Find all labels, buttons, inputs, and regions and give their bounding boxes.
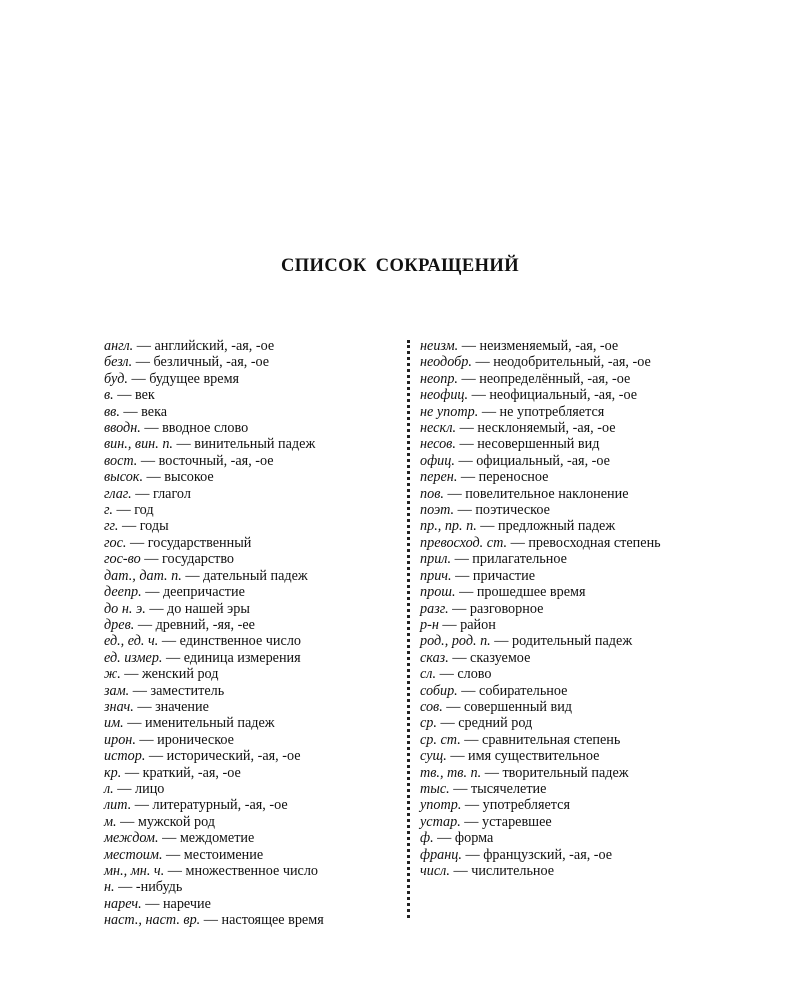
dash-separator: — bbox=[436, 666, 458, 683]
abbreviation-meaning: наречие bbox=[162, 895, 211, 912]
dash-separator: — bbox=[172, 436, 195, 453]
abbreviation-entry bbox=[104, 666, 400, 682]
abbreviation-entry bbox=[104, 354, 400, 370]
dash-separator: — bbox=[126, 534, 148, 551]
abbreviation-entry bbox=[420, 748, 712, 764]
abbreviation-entry bbox=[104, 879, 400, 895]
abbreviations-left-column bbox=[104, 338, 400, 929]
abbreviation-meaning: французский, -ая, -ое bbox=[483, 846, 613, 863]
abbreviation-entry bbox=[104, 502, 400, 518]
abbreviation-term: неофиц. bbox=[420, 387, 469, 404]
dash-separator: — bbox=[451, 567, 473, 584]
abbreviation-term: нескл. bbox=[420, 420, 457, 437]
dash-separator: — bbox=[433, 830, 455, 847]
dash-separator: — bbox=[127, 370, 150, 387]
abbreviation-meaning: винительный падеж bbox=[194, 436, 316, 453]
abbreviation-entry bbox=[104, 797, 400, 813]
page-title: СПИСОК СОКРАЩЕНИЙ bbox=[280, 256, 519, 276]
dash-separator: — bbox=[448, 649, 471, 666]
abbreviation-term: ирон. bbox=[104, 731, 136, 748]
abbreviation-meaning: неодобрительный, -ая, -ое bbox=[493, 354, 651, 371]
abbreviation-meaning: неизменяемый, -ая, -ое bbox=[479, 338, 619, 354]
abbreviation-entry bbox=[420, 568, 712, 584]
abbreviation-entry bbox=[420, 617, 712, 633]
abbreviation-meaning: причастие bbox=[472, 567, 535, 584]
dash-separator: — bbox=[116, 813, 138, 830]
abbreviation-meaning: именительный падеж bbox=[144, 715, 275, 732]
abbreviation-entry bbox=[104, 732, 400, 748]
abbreviation-entry bbox=[420, 354, 712, 370]
abbreviation-meaning: ироническое bbox=[157, 731, 234, 748]
abbreviation-term: прич. bbox=[420, 567, 452, 584]
abbreviation-term: ср. bbox=[420, 715, 437, 732]
abbreviation-term: сл. bbox=[420, 666, 437, 683]
abbreviation-term: н. bbox=[104, 879, 115, 896]
dash-separator: — bbox=[131, 485, 153, 502]
abbreviation-entry bbox=[104, 896, 400, 912]
abbreviation-meaning: век bbox=[135, 387, 155, 404]
abbreviation-meaning: несклоняемый, -ая, -ое bbox=[477, 420, 616, 437]
abbreviation-meaning: собирательное bbox=[479, 682, 568, 699]
abbreviation-meaning: лицо bbox=[135, 780, 165, 797]
abbreviation-term: поэт. bbox=[420, 502, 455, 519]
dash-separator: — bbox=[446, 748, 469, 765]
abbreviation-entry bbox=[104, 683, 400, 699]
dash-separator: — bbox=[460, 731, 483, 748]
abbreviation-entry bbox=[104, 912, 400, 928]
abbreviation-entry bbox=[420, 715, 712, 731]
abbreviation-entry bbox=[420, 502, 712, 518]
abbreviation-term: нареч. bbox=[104, 895, 142, 912]
abbreviation-term: м. bbox=[104, 813, 117, 830]
abbreviation-meaning: английский, -ая, -ое bbox=[154, 338, 275, 354]
dash-separator: — bbox=[461, 797, 483, 814]
abbreviation-term: междом. bbox=[104, 830, 159, 847]
abbreviation-term: гос. bbox=[104, 534, 127, 551]
abbreviation-term: пов. bbox=[420, 485, 444, 502]
abbreviation-entry bbox=[420, 633, 712, 649]
dash-separator: — bbox=[113, 780, 136, 797]
abbreviation-entry bbox=[420, 551, 712, 567]
abbreviation-term: до н. э. bbox=[104, 600, 146, 617]
abbreviation-meaning: до нашей эры bbox=[167, 600, 250, 617]
dash-separator: — bbox=[438, 616, 461, 633]
abbreviation-entry bbox=[104, 863, 400, 879]
abbreviation-meaning: значение bbox=[155, 698, 209, 715]
abbreviation-meaning: государство bbox=[162, 551, 235, 568]
abbreviation-term: вводн. bbox=[104, 420, 141, 437]
abbreviation-meaning: превосходная степень bbox=[528, 534, 661, 551]
abbreviation-term: устар. bbox=[420, 813, 461, 830]
abbreviation-entry bbox=[420, 683, 712, 699]
abbreviation-meaning: дательный падеж bbox=[203, 567, 308, 584]
abbreviation-entry bbox=[104, 633, 400, 649]
dash-separator: — bbox=[133, 338, 155, 354]
abbreviation-term: превосход. ст. bbox=[420, 534, 508, 551]
dash-separator: — bbox=[164, 863, 186, 879]
abbreviation-entry bbox=[104, 715, 400, 731]
abbreviation-entry bbox=[420, 666, 712, 682]
abbreviation-meaning: литературный, -ая, -ое bbox=[152, 797, 288, 814]
abbreviation-term: буд. bbox=[104, 370, 128, 387]
dash-separator: — bbox=[448, 600, 470, 617]
dash-separator: — bbox=[137, 452, 159, 469]
abbreviation-meaning: единица измерения bbox=[183, 649, 301, 666]
dash-separator: — bbox=[143, 469, 165, 486]
abbreviation-meaning: исторический, -ая, -ое bbox=[166, 748, 301, 765]
dash-separator: — bbox=[114, 879, 136, 896]
abbreviation-meaning: официальный, -ая, -ое bbox=[476, 452, 610, 469]
abbreviation-entry bbox=[104, 404, 400, 420]
dash-separator: — bbox=[455, 436, 478, 453]
abbreviation-meaning: сравнительная степень bbox=[482, 731, 621, 748]
dash-separator: — bbox=[134, 616, 156, 633]
abbreviation-entry bbox=[104, 486, 400, 502]
abbreviation-meaning: имя существительное bbox=[468, 748, 600, 765]
abbreviation-entry bbox=[104, 518, 400, 534]
abbreviation-meaning: предложный падеж bbox=[498, 518, 616, 535]
abbreviation-term: высок. bbox=[104, 469, 143, 486]
dash-separator: — bbox=[119, 403, 142, 420]
dash-separator: — bbox=[140, 551, 162, 568]
abbreviation-meaning: повелительное наклонение bbox=[465, 485, 629, 502]
abbreviation-meaning: форма bbox=[454, 830, 494, 847]
dash-separator: — bbox=[123, 715, 145, 732]
abbreviation-entry bbox=[420, 863, 712, 879]
abbreviation-meaning: века bbox=[141, 403, 168, 420]
abbreviation-entry bbox=[420, 650, 712, 666]
abbreviation-entry bbox=[104, 830, 400, 846]
abbreviation-term: вин., вин. п. bbox=[104, 436, 173, 453]
dash-separator: — bbox=[471, 354, 494, 371]
abbreviation-term: сказ. bbox=[420, 649, 449, 666]
dash-separator: — bbox=[461, 846, 484, 863]
dash-separator: — bbox=[442, 698, 465, 715]
abbreviation-meaning: переносное bbox=[478, 469, 549, 486]
abbreviation-entry bbox=[420, 436, 712, 452]
abbreviation-term: им. bbox=[104, 715, 124, 732]
dash-separator: — bbox=[490, 633, 513, 650]
abbreviation-term: зам. bbox=[104, 682, 130, 699]
abbreviation-entry bbox=[420, 453, 712, 469]
abbreviation-meaning: неофициальный, -ая, -ое bbox=[489, 387, 638, 404]
dash-separator: — bbox=[162, 846, 184, 863]
dash-separator: — bbox=[457, 682, 480, 699]
abbreviation-entry bbox=[104, 338, 400, 354]
abbreviation-entry bbox=[104, 748, 400, 764]
abbreviation-entry bbox=[104, 699, 400, 715]
abbreviation-entry bbox=[104, 814, 400, 830]
abbreviation-meaning: женский род bbox=[142, 666, 219, 683]
dash-separator: — bbox=[478, 403, 500, 420]
abbreviation-term: безл. bbox=[104, 354, 133, 371]
dash-separator: — bbox=[121, 764, 143, 781]
abbreviation-entry bbox=[420, 847, 712, 863]
abbreviation-entry bbox=[420, 584, 712, 600]
abbreviation-meaning: государственный bbox=[147, 534, 252, 551]
abbreviation-term: кр. bbox=[104, 764, 122, 781]
dash-separator: — bbox=[158, 633, 180, 650]
abbreviation-meaning: вводное слово bbox=[162, 420, 249, 437]
abbreviation-term: ед., ед. ч. bbox=[104, 633, 159, 650]
abbreviation-term: разг. bbox=[420, 600, 449, 617]
abbreviation-meaning: деепричастие bbox=[162, 584, 245, 601]
abbreviation-term: г. bbox=[104, 502, 113, 519]
abbreviation-term: сов. bbox=[420, 698, 443, 715]
abbreviation-meaning: древний, -яя, -ее bbox=[155, 616, 255, 633]
abbreviation-entry bbox=[104, 847, 400, 863]
dash-separator: — bbox=[468, 387, 490, 404]
abbreviation-entry bbox=[420, 420, 712, 436]
abbreviation-term: ср. ст. bbox=[420, 731, 461, 748]
abbreviation-meaning: заместитель bbox=[150, 682, 225, 699]
dash-separator: — bbox=[460, 813, 483, 830]
abbreviation-term: сущ. bbox=[420, 748, 447, 765]
abbreviation-entry bbox=[420, 371, 712, 387]
dash-separator: — bbox=[181, 567, 204, 584]
abbreviation-meaning: -нибудь bbox=[135, 879, 183, 896]
dash-separator: — bbox=[112, 502, 135, 519]
abbreviations-right-column bbox=[420, 338, 712, 879]
abbreviation-term: англ. bbox=[104, 338, 134, 354]
abbreviation-meaning: мужской род bbox=[137, 813, 216, 830]
abbreviation-entry bbox=[104, 453, 400, 469]
abbreviation-meaning: числительное bbox=[471, 863, 555, 879]
abbreviation-meaning: сказуемое bbox=[470, 649, 531, 666]
dash-separator: — bbox=[200, 912, 222, 929]
abbreviation-term: тыс. bbox=[420, 780, 450, 797]
abbreviation-entry bbox=[104, 568, 400, 584]
abbreviation-meaning: прошедшее время bbox=[476, 584, 586, 601]
abbreviation-entry bbox=[104, 469, 400, 485]
dash-separator: — bbox=[451, 551, 473, 568]
abbreviation-entry bbox=[104, 617, 400, 633]
abbreviation-term: неизм. bbox=[420, 338, 459, 354]
abbreviation-term: ж. bbox=[104, 666, 121, 683]
abbreviation-entry bbox=[104, 371, 400, 387]
abbreviation-entry bbox=[420, 518, 712, 534]
dash-separator: — bbox=[449, 863, 472, 879]
abbreviation-meaning: разговорное bbox=[469, 600, 544, 617]
dash-separator: — bbox=[133, 698, 156, 715]
abbreviation-term: деепр. bbox=[104, 584, 142, 601]
abbreviation-entry bbox=[420, 486, 712, 502]
abbreviation-meaning: краткий, -ая, -ое bbox=[142, 764, 241, 781]
abbreviation-term: род., род. п. bbox=[420, 633, 491, 650]
abbreviation-meaning: не употребляется bbox=[499, 403, 605, 420]
abbreviation-entry bbox=[420, 830, 712, 846]
dash-separator: — bbox=[118, 518, 140, 535]
dash-separator: — bbox=[507, 534, 529, 551]
abbreviation-entry bbox=[420, 732, 712, 748]
abbreviation-entry bbox=[420, 797, 712, 813]
abbreviation-term: истор. bbox=[104, 748, 146, 765]
abbreviation-entry bbox=[420, 781, 712, 797]
abbreviation-term: несов. bbox=[420, 436, 456, 453]
abbreviation-term: лит. bbox=[104, 797, 132, 814]
abbreviation-meaning: творительный падеж bbox=[502, 764, 629, 781]
abbreviation-term: древ. bbox=[104, 616, 135, 633]
abbreviation-meaning: поэтическое bbox=[475, 502, 550, 519]
dash-separator: — bbox=[145, 600, 168, 617]
abbreviation-term: ф. bbox=[420, 830, 434, 847]
abbreviation-term: вв. bbox=[104, 403, 120, 420]
dash-separator: — bbox=[443, 485, 466, 502]
abbreviation-meaning: междометие bbox=[179, 830, 255, 847]
abbreviation-meaning: несовершенный вид bbox=[477, 436, 600, 453]
abbreviation-term: р-н bbox=[420, 616, 439, 633]
dash-separator: — bbox=[132, 354, 154, 371]
abbreviation-term: собир. bbox=[420, 682, 458, 699]
abbreviation-meaning: безличный, -ая, -ое bbox=[153, 354, 270, 371]
abbreviation-meaning: средний род bbox=[458, 715, 533, 732]
abbreviation-meaning: тысячелетие bbox=[470, 780, 547, 797]
abbreviation-meaning: район bbox=[460, 616, 496, 633]
dash-separator: — bbox=[454, 452, 477, 469]
abbreviation-meaning: употребляется bbox=[482, 797, 570, 814]
abbreviation-entry bbox=[104, 436, 400, 452]
dash-separator: — bbox=[455, 584, 477, 601]
dash-separator: — bbox=[113, 387, 135, 404]
dash-separator: — bbox=[141, 584, 163, 601]
abbreviation-entry bbox=[104, 584, 400, 600]
abbreviation-meaning: настоящее время bbox=[221, 912, 324, 929]
dash-separator: — bbox=[456, 420, 478, 437]
dash-separator: — bbox=[135, 731, 158, 748]
abbreviation-meaning: родительный падеж bbox=[512, 633, 633, 650]
abbreviation-term: прош. bbox=[420, 584, 456, 601]
abbreviation-term: глаг. bbox=[104, 485, 132, 502]
dash-separator: — bbox=[458, 338, 480, 354]
abbreviation-term: неодобр. bbox=[420, 354, 472, 371]
abbreviation-term: гг. bbox=[104, 518, 119, 535]
abbreviation-entry bbox=[104, 551, 400, 567]
abbreviation-term: тв., тв. п. bbox=[420, 764, 482, 781]
abbreviation-term: л. bbox=[104, 780, 114, 797]
abbreviation-entry bbox=[420, 338, 712, 354]
dash-separator: — bbox=[140, 420, 163, 437]
dash-separator: — bbox=[436, 715, 459, 732]
abbreviation-term: местоим. bbox=[104, 846, 163, 863]
abbreviation-meaning: высокое bbox=[164, 469, 214, 486]
abbreviation-term: прил. bbox=[420, 551, 452, 568]
dash-separator: — bbox=[457, 370, 480, 387]
dotted-column-divider bbox=[407, 340, 410, 918]
abbreviation-entry bbox=[104, 781, 400, 797]
dash-separator: — bbox=[145, 748, 167, 765]
dash-separator: — bbox=[129, 682, 151, 699]
abbreviation-entry bbox=[104, 387, 400, 403]
abbreviation-entry bbox=[104, 765, 400, 781]
abbreviation-meaning: будущее время bbox=[149, 370, 240, 387]
abbreviation-term: пр., пр. п. bbox=[420, 518, 477, 535]
abbreviation-entry bbox=[104, 420, 400, 436]
dash-separator: — bbox=[131, 797, 153, 814]
dash-separator: — bbox=[162, 649, 184, 666]
dash-separator: — bbox=[481, 764, 503, 781]
abbreviation-meaning: прилагательное bbox=[472, 551, 567, 568]
abbreviation-term: ед. измер. bbox=[104, 649, 163, 666]
abbreviation-meaning: год bbox=[134, 502, 154, 519]
abbreviation-entry bbox=[420, 387, 712, 403]
dash-separator: — bbox=[454, 502, 476, 519]
abbreviation-term: наст., наст. вр. bbox=[104, 912, 201, 929]
abbreviation-meaning: местоимение bbox=[183, 846, 264, 863]
abbreviation-term: употр. bbox=[420, 797, 462, 814]
abbreviation-entry bbox=[104, 601, 400, 617]
abbreviation-term: перен. bbox=[420, 469, 458, 486]
abbreviation-entry bbox=[104, 535, 400, 551]
abbreviation-entry bbox=[420, 814, 712, 830]
abbreviation-entry bbox=[104, 650, 400, 666]
abbreviation-meaning: неопределённый, -ая, -ое bbox=[479, 370, 631, 387]
dash-separator: — bbox=[141, 895, 163, 912]
abbreviation-entry bbox=[420, 765, 712, 781]
dash-separator: — bbox=[449, 780, 471, 797]
abbreviation-term: мн., мн. ч. bbox=[104, 863, 165, 879]
abbreviation-entry bbox=[420, 699, 712, 715]
abbreviation-meaning: совершенный вид bbox=[464, 698, 573, 715]
abbreviation-meaning: восточный, -ая, -ое bbox=[158, 452, 274, 469]
abbreviation-meaning: единственное число bbox=[179, 633, 301, 650]
dash-separator: — bbox=[457, 469, 479, 486]
abbreviation-entry bbox=[420, 404, 712, 420]
abbreviation-meaning: устаревшее bbox=[482, 813, 552, 830]
abbreviation-term: офиц. bbox=[420, 452, 455, 469]
abbreviation-term: числ. bbox=[420, 863, 450, 879]
abbreviation-meaning: глагол bbox=[152, 485, 191, 502]
abbreviation-entry bbox=[420, 469, 712, 485]
abbreviation-term: неопр. bbox=[420, 370, 458, 387]
abbreviation-term: в. bbox=[104, 387, 114, 404]
dash-separator: — bbox=[158, 830, 180, 847]
abbreviation-term: не употр. bbox=[420, 403, 479, 420]
abbreviation-entry bbox=[420, 535, 712, 551]
dash-separator: — bbox=[120, 666, 143, 683]
abbreviation-meaning: слово bbox=[457, 666, 492, 683]
abbreviation-term: франц. bbox=[420, 846, 462, 863]
abbreviation-entry bbox=[420, 601, 712, 617]
dash-separator: — bbox=[476, 518, 499, 535]
abbreviation-meaning: годы bbox=[139, 518, 169, 535]
abbreviation-term: дат., дат. п. bbox=[104, 567, 182, 584]
abbreviation-term: знач. bbox=[104, 698, 134, 715]
abbreviation-term: гос-во bbox=[104, 551, 141, 568]
abbreviation-meaning: множественное число bbox=[185, 863, 319, 879]
abbreviation-term: вост. bbox=[104, 452, 138, 469]
